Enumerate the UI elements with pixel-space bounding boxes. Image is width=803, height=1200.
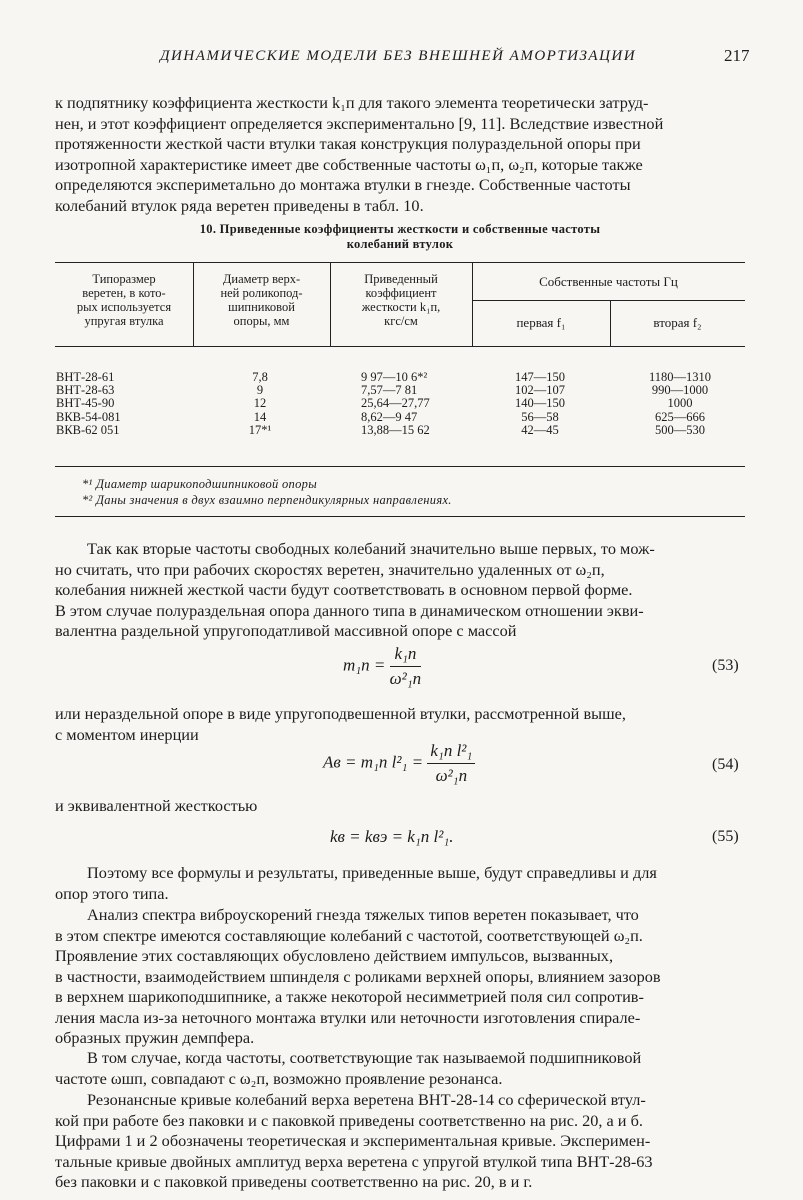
table-cell: 8,62—9 47 [361, 409, 418, 424]
table-cell: 990—1000 [651, 383, 709, 398]
table-cell: 140—150 [515, 396, 565, 411]
table-cell: 7,57—7 81 [361, 383, 418, 398]
table-cell: 7,8 [252, 370, 268, 384]
table-cell: ВНТ-28-63 [56, 383, 115, 398]
equation-fraction [390, 644, 422, 689]
text-line: и эквивалентной жесткостью [55, 796, 258, 815]
header-line: Приведенный [364, 272, 438, 286]
header-second: вторая f₂ [653, 315, 702, 330]
text-line: Так как вторые частоты свободных колебаний значительно выше первых, то мож- [87, 539, 655, 558]
table-cell: 42—45 [521, 422, 559, 437]
table-top-rule [55, 262, 745, 263]
table-caption-line: 10. Приведенные коэффициенты жесткости и собственные частоты [199, 222, 601, 236]
running-title: ДИНАМИЧЕСКИЕ МОДЕЛИ БЕЗ ВНЕШНЕЙ АМОРТИЗАЦИИ [160, 48, 637, 64]
table-cell: 12 [253, 396, 267, 411]
text-line: В том случае, когда частоты, соответствующие так называемой подшипниковой [87, 1048, 642, 1067]
table-cell: 102—107 [515, 383, 565, 398]
table-cell: 9 97—10 6*² [361, 370, 428, 384]
table-caption [60, 222, 740, 252]
text-line: нен, и этот коэффициент определяется экспериментально [9, 11]. Вследствие известной [55, 113, 664, 133]
equation-number: (54) [712, 756, 739, 773]
text-line: ления масла из-за неточного монтажа втулки или неточности изготовления спирале- [55, 1007, 641, 1027]
text-line: кой при работе без паковки и с паковкой приведены соответственно на рис. 20, а и б. [55, 1110, 643, 1130]
table-cell: ВКВ-62 051 [56, 422, 120, 437]
header-line: Типоразмер [92, 272, 156, 286]
paragraph-second-frequencies [55, 539, 745, 642]
table-cell: 25,64—27,77 [361, 396, 430, 411]
equation-lhs: Aв = m₁п l²₁ = [323, 752, 424, 772]
table-subheader-rule [472, 300, 745, 301]
text-line: в этом спектре имеются составляющие колебаний с частотой, соответствующей ω₂п. [55, 925, 643, 945]
table-cell: 147—150 [515, 370, 565, 384]
header-type [55, 272, 193, 328]
table-cell: 1000 [667, 396, 693, 411]
table-cell: 17*¹ [248, 422, 272, 437]
text-line: образных пружин демпфера. [55, 1028, 255, 1047]
intro-paragraph [55, 93, 745, 216]
table-footnote: *¹ Диаметр шарикоподшипниковой опоры [82, 477, 317, 491]
table-cell: 56—58 [521, 409, 559, 424]
header-frequencies: Собственные частоты Гц [539, 274, 678, 289]
table-bottom-rule [55, 466, 745, 467]
equation-lhs: m₁п = [343, 655, 386, 675]
text-line: колебаний втулок ряда веретен приведены в табл. 10. [55, 195, 424, 215]
table-cell: 9 [256, 383, 264, 398]
equation-53 [343, 644, 421, 689]
text-line: Поэтому все формулы и результаты, приведенные выше, будут справедливы и для [87, 863, 657, 882]
table-header-rule [55, 346, 745, 347]
text-line: к подпятнику коэффициента жесткости k₁п для такого элемента теоретически затруд- [55, 93, 649, 112]
paragraph-resonance-curves [55, 1090, 745, 1193]
equation-denominator: ω²₁п [389, 669, 422, 688]
equation-fraction [427, 741, 475, 786]
paragraph-moment [55, 704, 745, 745]
header-line: веретен, в кото- [82, 286, 166, 300]
header-diameter [193, 272, 330, 328]
paragraph-conclusion [55, 863, 745, 904]
text-line: Цифрами 1 и 2 обозначены теоретическая и экспериментальная кривые. Эксперимен- [55, 1131, 651, 1150]
text-line: в частности, взаимодействием шпинделя с роликами верхней опоры, влиянием зазоров [55, 966, 661, 986]
text-line: определяются экспериметально до монтажа втулки в гнезде. Собственные частоты [55, 175, 631, 194]
column-second-frequency [630, 371, 730, 437]
header-line: жесткости k₁п, [361, 300, 441, 314]
table-cell: 1180—1310 [648, 370, 712, 384]
text-line: тальные кривые двойных амплитуд верха веретена с упругой втулкой типа ВНТ-28-63 [55, 1151, 653, 1171]
equation-numerator: k₁п [390, 644, 422, 667]
equation-55: kв = kвэ = k₁п l²₁. [330, 827, 454, 846]
text-line: но считать, что при рабочих скоростях веретен, значительно удаленных от ω₂п, [55, 559, 605, 579]
table-cell: 500—530 [655, 422, 705, 437]
table-footnote: *² Даны значения в двух взаимно перпендикулярных направлениях. [82, 493, 452, 507]
header-first: первая f₁ [516, 315, 566, 330]
text-line: Проявление этих составляющих обусловлено действием импульсов, вызванных, [55, 946, 614, 965]
text-line: в верхнем шарикоподшипнике, а также некоторой несимметрией поля сил сопротив- [55, 987, 644, 1006]
column-diameter [210, 371, 310, 437]
text-line: Анализ спектра виброускорений гнезда тяжелых типов веретен показывает, что [87, 905, 639, 924]
table-cell: ВНТ-28-61 [56, 370, 115, 384]
paragraph-spectrum [55, 905, 745, 1049]
paragraph-resonance [55, 1048, 745, 1089]
text-line: изотропной характеристике имеет две собственные частоты ω₁п, ω₂п, которые также [55, 154, 643, 174]
table-cell: ВКВ-54-081 [56, 409, 121, 424]
column-type [56, 371, 191, 437]
header-line: рых используется [76, 300, 172, 314]
page-number: 217 [724, 46, 750, 65]
text-line: В этом случае полураздельная опора данного типа в динамическом отношении экви- [55, 600, 644, 620]
equation-number: (53) [712, 657, 739, 674]
text-line: Резонансные кривые колебаний верха веретена ВНТ-28-14 со сферической втул- [87, 1090, 646, 1109]
text-line: или нераздельной опоре в виде упругоподвешенной втулки, рассмотренной выше, [55, 704, 626, 723]
equation-number: (55) [712, 828, 739, 845]
text-line: частоте ωшп, совпадают с ω₂п, возможно проявление резонанса. [55, 1068, 503, 1088]
text-line: опор этого типа. [55, 883, 169, 903]
table-caption-line: колебаний втулок [346, 237, 454, 251]
header-line: опоры, мм [233, 314, 290, 328]
text-line: валентна раздельной упругоподатливой массивной опоре с массой [55, 621, 517, 640]
header-line: ней роликопод- [220, 286, 303, 300]
table-cell: 625—666 [655, 409, 705, 424]
text-line: колебания нижней жесткой части будут соответствовать в основном первой форме. [55, 580, 633, 599]
header-line: кгс/см [384, 314, 418, 328]
table-cell: 14 [253, 409, 267, 424]
header-line: коэффициент [365, 286, 437, 300]
text-line: с моментом инерции [55, 724, 199, 744]
paragraph-stiffness [55, 796, 745, 817]
equation-numerator: k₁п l²₁ [427, 741, 475, 764]
column-first-frequency [490, 371, 590, 437]
header-line: Диаметр верх- [222, 272, 301, 286]
header-line: шипниковой [228, 300, 295, 314]
table-cell: 13,88—15 62 [361, 422, 430, 437]
header-stiffness [330, 272, 472, 328]
section-end-rule [55, 516, 745, 517]
equation-denominator: ω²₁п [435, 766, 468, 785]
equation-54 [323, 741, 475, 786]
text-line: протяженности жесткой части втулки такая конструкция полураздельной опоры при [55, 134, 641, 153]
header-line: упругая втулка [84, 314, 164, 328]
column-stiffness [361, 371, 471, 437]
table-cell: ВНТ-45-90 [56, 396, 115, 411]
text-line: без паковки и с паковкой приведены соответственно на рис. 20, в и г. [55, 1172, 533, 1191]
